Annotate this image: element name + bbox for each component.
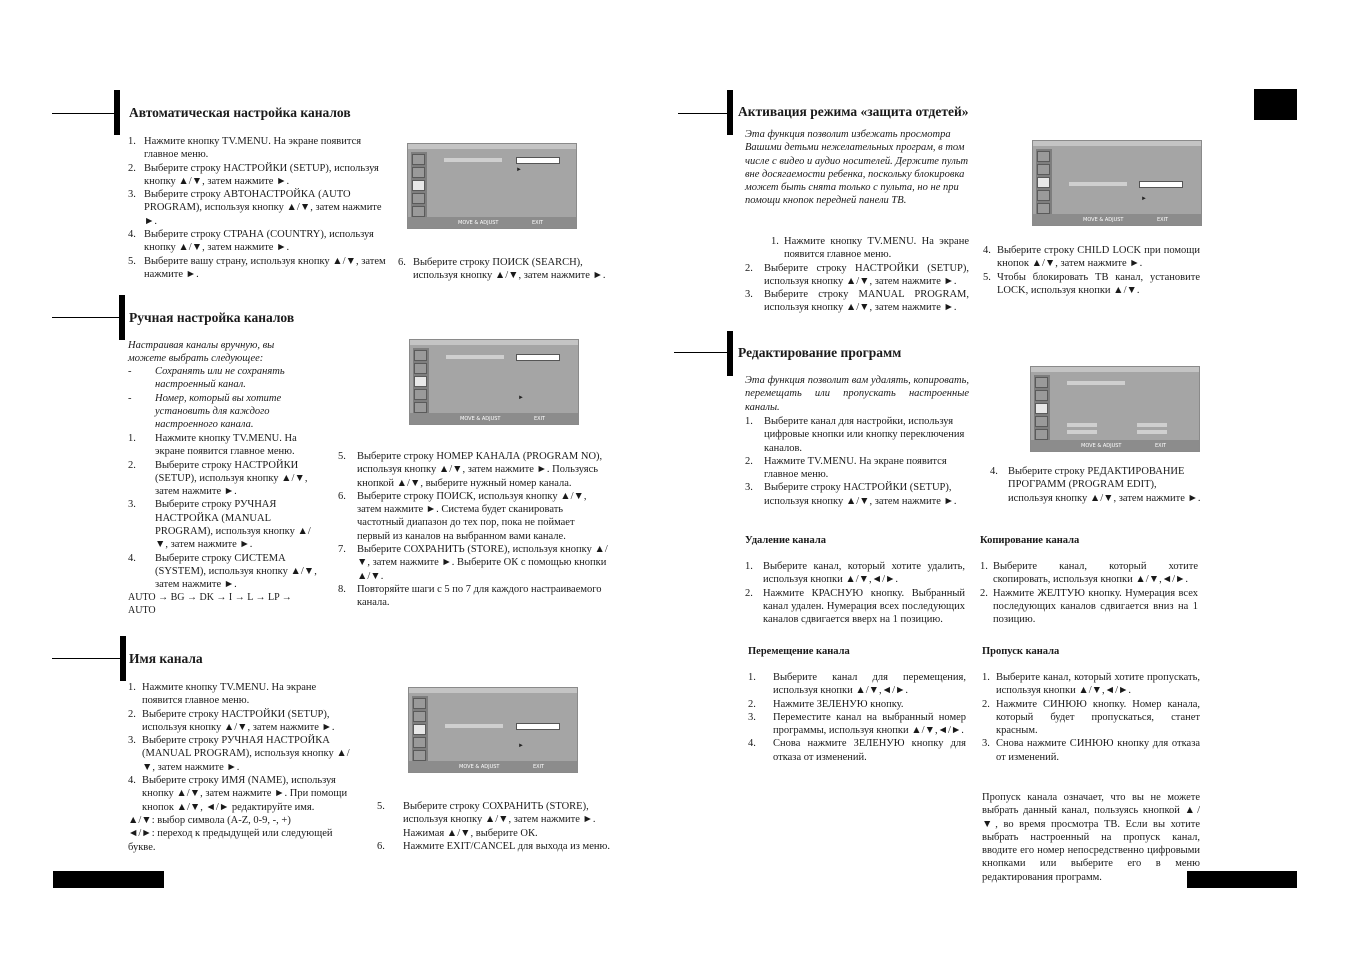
list-item: 2. Нажмите ЗЕЛЕНУЮ кнопку.: [748, 698, 904, 710]
list-item: 2. Выберите строку НАСТРОЙКИ (SETUP), используя кнопку ▲/▼, затем нажмите ►.: [745, 262, 969, 287]
list-item: 2. Нажмите ЖЕЛТУЮ кнопку. Нумерация всех последующих каналов сдвигается вниз на 1 позицию.: [980, 587, 1198, 626]
footer-exit-label: EXIT: [532, 220, 544, 226]
list-item: 1. Нажмите кнопку TV.MENU. На экране появится главное меню.: [771, 236, 969, 261]
list-item: 1. Нажмите кнопку TV.MENU. На экране появится главное меню.: [128, 433, 297, 458]
child-intro: Эта функция позволит избежать просмотра Вашими детьми нежелательных програм, в том числе с видео и аудио носителей. Держите пульт вне досягаемости ребенка, поскольку блокировка может быть снята только с пульта, но не при помощи кнопок передней панели ТВ.: [745, 129, 969, 207]
list-item: 7. Выберите СОХРАНИТЬ (STORE), используя кнопку ▲/▼, затем нажмите ►. Выберите ОК с помощью кнопки ▲/▼.: [338, 544, 608, 582]
list-item: 2. Выберите строку НАСТРОЙКИ (SETUP), используя кнопку ▲/▼, затем нажмите ►.: [128, 708, 335, 733]
manual-steps-continued: [338, 450, 610, 610]
auto-steps: [128, 135, 386, 281]
name-note-symbol: ▲/▼: выбор символа (A-Z, 0-9, -, +): [128, 814, 291, 826]
list-item: 5. Выберите строку НОМЕР КАНАЛА (PROGRAM NO), используя кнопку ▲/▼, затем нажмите ►. Пользуясь кнопкой ▲/▼, выберите нужный номер канала.: [338, 451, 603, 489]
skip-steps: [982, 671, 1200, 764]
bar-auto: [114, 90, 120, 135]
heading-auto-tuning: Автоматическая настройка каналов: [129, 105, 351, 120]
rule-edit: [674, 352, 727, 353]
list-item: 1. Выберите канал, который хотите удалить, используя кнопки ▲/▼,◄/►.: [745, 561, 965, 586]
list-item: 4. Выберите строку СИСТЕМА (SYSTEM), используя кнопку ▲/▼, затем нажмите ►.: [128, 552, 317, 591]
list-item: 2. Выберите строку НАСТРОЙКИ (SETUP), используя кнопку ▲/▼, затем нажмите ►.: [128, 162, 379, 187]
list-item: 3. Выберите строку РУЧНАЯ НАСТРОЙКА (MANUAL PROGRAM), используя кнопку ▲/▼, затем нажмите ►.: [128, 499, 311, 551]
bar-edit: [727, 331, 733, 376]
move-steps: [748, 671, 966, 764]
auto-step-6: 6. Выберите строку ПОИСК (SEARCH), используя кнопку ▲/▼, затем нажмите ►.: [398, 257, 606, 282]
heading-child-lock: Активация режима «защита отдетей»: [738, 104, 969, 119]
page-footer-bar-right: [1187, 871, 1297, 888]
edit-steps: [745, 415, 969, 508]
copy-steps: [980, 560, 1198, 626]
tv-menu-screenshot-manual: ► MOVE & ADJUST EXIT: [409, 339, 579, 425]
skip-note: Пропуск канала означает, что вы не можете выбрать данный канал, пользуясь кнопкой ▲/▼, во время просмотра ТВ. Если вы хотите выбрать настроенный на пропуск канал, вводите его номер непосредственно цифровыми кнопками или выберите его в меню редактирования программ.: [982, 792, 1200, 883]
footer-move-label: MOVE & ADJUST: [458, 220, 499, 226]
list-item: 2. Нажмите TV.MENU. На экране появится главное меню.: [745, 455, 947, 481]
list-item: - Номер, который вы хотите установить для каждого настроенного канала.: [128, 392, 282, 431]
name-steps-continued: [377, 800, 610, 853]
heading-program-edit: Редактирование программ: [738, 345, 902, 360]
manual-steps: [128, 432, 318, 592]
list-item: 5. Выберите вашу страну, используя кнопку ▲/▼, затем нажмите ►.: [128, 255, 386, 280]
list-item: 3. Выберите строку АВТОНАСТРОЙКА (AUTO PROGRAM), используя кнопку ▲/▼, затем нажмите ►.: [128, 189, 382, 227]
manual-options: [128, 365, 318, 431]
list-item: 1. Выберите канал, который хотите скопировать, используя кнопки ▲/▼,◄/►.: [980, 561, 1198, 586]
list-item: 1. Выберите канал для перемещения, используя кнопки ▲/▼,◄/►.: [748, 672, 966, 697]
child-steps: [745, 235, 969, 315]
manual-intro: Настраивая каналы вручную, вы можете выбрать следующее:: [128, 340, 275, 365]
list-item: 6. Нажмите EXIT/CANCEL для выхода из меню.: [377, 840, 610, 852]
edit-step-4: [990, 465, 1204, 505]
page-footer-bar-left: [53, 871, 164, 888]
list-item: 1. Нажмите кнопку TV.MENU. На экране появится главное меню.: [128, 136, 362, 161]
list-item: 3. Переместите канал на выбранный номер программы, используя кнопки ▲/▼,◄/►.: [748, 711, 966, 737]
rule-manual: [52, 317, 120, 318]
child-steps-continued: [983, 244, 1200, 297]
name-steps: [128, 681, 356, 854]
heading-move-channel: Перемещение канала: [748, 646, 850, 657]
list-item: - Сохранять или не сохранять настроенный канал.: [128, 366, 285, 391]
list-item: 6. Выберите строку ПОИСК, используя кнопку ▲/▼, затем нажмите ►. Система будет сканировать частотный диапазон до тех пор, пока не поймает первый из каналов на выбранном вами канале.: [338, 490, 587, 542]
tv-menu-screenshot-auto: ► MOVE & ADJUST EXIT: [407, 143, 577, 229]
rule-auto: [52, 113, 114, 114]
list-item: 4. Снова нажмите ЗЕЛЕНУЮ кнопку для отказа от изменений.: [748, 738, 966, 763]
list-item: 5. Выберите строку СОХРАНИТЬ (STORE), используя кнопку ▲/▼, затем нажмите ►. Нажимая ▲/▼, выберите ОК.: [377, 801, 596, 839]
tv-menu-screenshot-child-lock: ► MOVE & ADJUST EXIT: [1032, 140, 1202, 226]
list-item: 3. Выберите строку РУЧНАЯ НАСТРОЙКА (MANUAL PROGRAM), используя кнопку ▲/▼, затем нажмите ►.: [128, 735, 350, 773]
heading-copy-channel: Копирование канала: [980, 535, 1080, 546]
list-item: 4. Выберите строку ИМЯ (NAME), используя кнопку ▲/▼, затем нажмите ►. При помощи кнопок ▲/▼, ◄/► редактируйте имя.: [128, 775, 348, 813]
heading-skip-channel: Пропуск канала: [982, 646, 1060, 657]
list-item: 8. Повторяйте шаги с 5 по 7 для каждого настраиваемого канала.: [338, 583, 602, 609]
rule-child: [678, 113, 727, 114]
bar-child: [727, 90, 733, 135]
heading-manual-tuning: Ручная настройка каналов: [129, 310, 295, 325]
delete-steps: [745, 560, 965, 626]
page-tab-top-right: [1254, 89, 1297, 120]
list-item: 2. Нажмите КРАСНУЮ кнопку. Выбранный канал удален. Нумерация всех последующих каналов сдвигается вверх на 1 позицию.: [745, 587, 965, 626]
bar-manual: [119, 295, 125, 340]
list-item: 5. Чтобы блокировать ТВ канал, установите LOCK, используя кнопки ▲/▼.: [983, 271, 1200, 296]
list-item: 4. Выберите строку РЕДАКТИРОВАНИЕ ПРОГРАММ (PROGRAM EDIT), используя кнопку ▲/▼, затем нажмите ►.: [990, 466, 1201, 504]
bar-name: [120, 636, 126, 681]
rule-name: [52, 658, 120, 659]
list-item: 3. Выберите строку НАСТРОЙКИ (SETUP), используя кнопку ▲/▼, затем нажмите ►.: [745, 482, 957, 507]
list-item: 1. Выберите канал для настройки, используя цифровые кнопки или кнопку переключения каналов.: [745, 416, 965, 454]
list-item: 3. Снова нажмите СИНЮЮ кнопку для отказа от изменений.: [982, 738, 1200, 763]
list-item: 3. Выберите строку MANUAL PROGRAM, используя кнопку ▲/▼, затем нажмите ►.: [745, 289, 969, 314]
list-item: 2. Нажмите СИНЮЮ кнопку. Номер канала, который будет пропускаться, станет красным.: [982, 698, 1200, 737]
tv-menu-screenshot-program-edit: MOVE & ADJUST EXIT: [1030, 366, 1200, 452]
edit-intro: Эта функция позволит вам удалять, копировать, перемещать или пропускать настроенные каналы.: [745, 375, 969, 413]
heading-channel-name: Имя канала: [129, 651, 203, 666]
heading-delete-channel: Удаление канала: [745, 535, 826, 546]
list-item: 4. Выберите строку CHILD LOCK при помощи кнопок ▲/▼, затем нажмите ►.: [983, 245, 1200, 270]
list-item: 1. Выберите канал, который хотите пропускать, используя кнопки ▲/▼,◄/►.: [982, 672, 1200, 697]
list-item: 1. Нажмите кнопку TV.MENU. На экране появится главное меню.: [128, 682, 317, 707]
name-note-navigation: ◄/►: переход к предыдущей или следующей букве.: [128, 828, 333, 853]
tv-menu-screenshot-name: ► MOVE & ADJUST EXIT: [408, 687, 578, 773]
list-item: 4. Выберите строку СТРАНА (COUNTRY), используя кнопку ▲/▼, затем нажмите ►.: [128, 229, 374, 254]
list-item: 2. Выберите строку НАСТРОЙКИ (SETUP), используя кнопку ▲/▼, затем нажмите ►.: [128, 459, 308, 498]
system-sequence: AUTO → BG → DK → I → L → LP → AUTO: [128, 592, 292, 617]
